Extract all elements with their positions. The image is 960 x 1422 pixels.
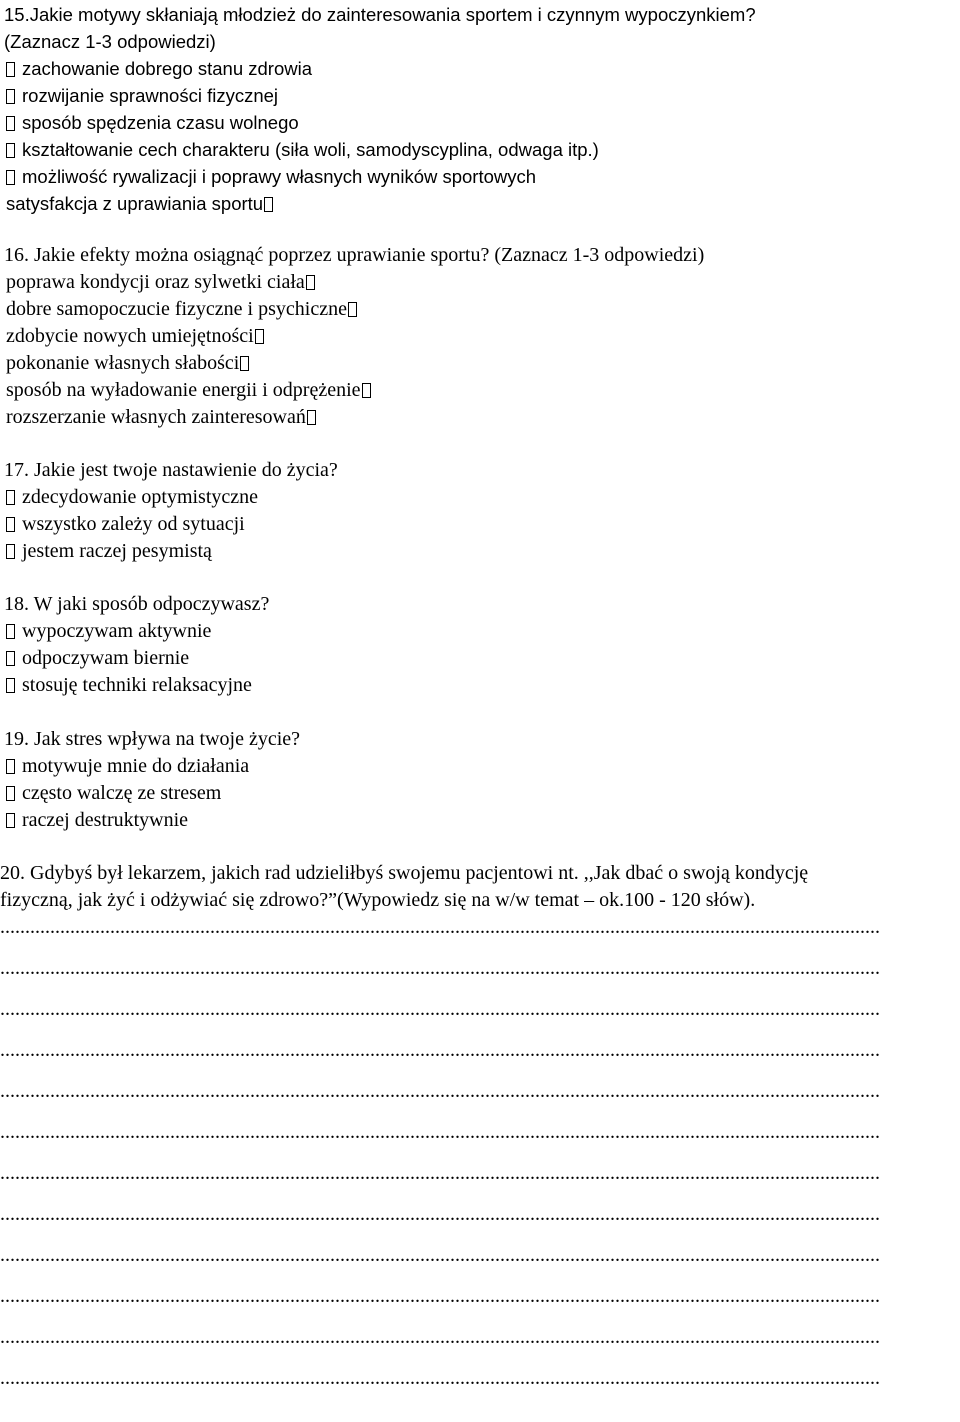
option-label: rozwijanie sprawności fizycznej bbox=[22, 85, 279, 106]
q15-option[interactable] bbox=[6, 58, 312, 80]
option-label: motywuje mnie do działania bbox=[22, 755, 250, 777]
q18-option[interactable] bbox=[6, 647, 189, 669]
checkbox-icon[interactable] bbox=[6, 786, 15, 801]
q16-option[interactable] bbox=[6, 325, 264, 347]
q18-option[interactable] bbox=[6, 620, 211, 642]
answer-line[interactable]: ................................................................................................................................................................................ bbox=[0, 1285, 880, 1307]
option-label: poprawa kondycji oraz sylwetki ciała bbox=[6, 271, 305, 293]
option-label: stosuję techniki relaksacyjne bbox=[22, 674, 252, 696]
q19-option[interactable] bbox=[6, 782, 221, 804]
checkbox-icon[interactable] bbox=[306, 275, 315, 290]
answer-line[interactable]: ................................................................................................................................................................................ bbox=[0, 998, 880, 1020]
checkbox-icon[interactable] bbox=[6, 759, 15, 774]
answer-line[interactable]: ................................................................................................................................................................................ bbox=[0, 1203, 880, 1225]
q16-option[interactable] bbox=[6, 298, 357, 320]
option-label: zdobycie nowych umiejętności bbox=[6, 325, 254, 347]
q18-title: 18. W jaki sposób odpoczywasz? bbox=[4, 593, 270, 615]
q16-option[interactable] bbox=[6, 406, 316, 428]
checkbox-icon[interactable] bbox=[6, 62, 15, 77]
q20-title-line1: 20. Gdybyś był lekarzem, jakich rad udzieliłbyś swojemu pacjentowi nt. ,,Jak dbać o swoją kondycję bbox=[0, 862, 809, 884]
q17-option[interactable] bbox=[6, 540, 212, 562]
answer-line[interactable]: ................................................................................................................................................................................ bbox=[0, 1080, 880, 1102]
q15-title: 15.Jakie motywy skłaniają młodzież do zainteresowania sportem i czynnym wypoczynkiem? bbox=[4, 4, 756, 25]
checkbox-icon[interactable] bbox=[6, 89, 15, 104]
checkbox-icon[interactable] bbox=[6, 170, 15, 185]
checkbox-icon[interactable] bbox=[240, 356, 249, 371]
option-label: wypoczywam aktywnie bbox=[22, 620, 212, 642]
q15-instruction: (Zaznacz 1-3 odpowiedzi) bbox=[4, 31, 216, 52]
option-label: często walczę ze stresem bbox=[22, 782, 222, 804]
checkbox-icon[interactable] bbox=[307, 410, 316, 425]
q16-option[interactable] bbox=[6, 271, 315, 293]
option-label: wszystko zależy od sytuacji bbox=[22, 513, 245, 535]
option-label: zdecydowanie optymistyczne bbox=[22, 486, 259, 508]
q15-option[interactable] bbox=[6, 112, 299, 134]
q17-option[interactable] bbox=[6, 486, 258, 508]
checkbox-icon[interactable] bbox=[6, 651, 15, 666]
checkbox-icon[interactable] bbox=[255, 329, 264, 344]
option-label: odpoczywam biernie bbox=[22, 647, 190, 669]
checkbox-icon[interactable] bbox=[362, 383, 371, 398]
answer-line[interactable]: ................................................................................................................................................................................ bbox=[0, 1326, 880, 1348]
checkbox-icon[interactable] bbox=[264, 197, 273, 212]
q18-option[interactable] bbox=[6, 674, 252, 696]
q19-option[interactable] bbox=[6, 755, 249, 777]
option-label: sposób spędzenia czasu wolnego bbox=[22, 112, 299, 133]
option-label: sposób na wyładowanie energii i odprężenie bbox=[6, 379, 361, 401]
q20-title-line2: fizyczną, jak żyć i odżywiać się zdrowo?”(Wypowiedz się na w/w temat – ok.100 - 120 słów). bbox=[0, 889, 756, 911]
q16-title: 16. Jakie efekty można osiągnąć poprzez uprawianie sportu? (Zaznacz 1-3 odpowiedzi) bbox=[4, 244, 705, 266]
option-label: raczej destruktywnie bbox=[22, 809, 189, 831]
checkbox-icon[interactable] bbox=[6, 143, 15, 158]
option-label: możliwość rywalizacji i poprawy własnych wyników sportowych bbox=[22, 166, 537, 187]
option-label: rozszerzanie własnych zainteresowań bbox=[6, 406, 306, 428]
q16-option[interactable] bbox=[6, 379, 371, 401]
checkbox-icon[interactable] bbox=[6, 490, 15, 505]
option-label: jestem raczej pesymistą bbox=[22, 540, 212, 562]
checkbox-icon[interactable] bbox=[6, 813, 15, 828]
checkbox-icon[interactable] bbox=[6, 116, 15, 131]
answer-line[interactable]: ................................................................................................................................................................................ bbox=[0, 1039, 880, 1061]
checkbox-icon[interactable] bbox=[6, 544, 15, 559]
checkbox-icon[interactable] bbox=[6, 517, 15, 532]
answer-line[interactable]: ................................................................................................................................................................................ bbox=[0, 957, 880, 979]
answer-line[interactable]: ................................................................................................................................................................................ bbox=[0, 1162, 880, 1184]
option-label: dobre samopoczucie fizyczne i psychiczne bbox=[6, 298, 347, 320]
q15-option[interactable] bbox=[6, 166, 536, 188]
q15-option[interactable] bbox=[6, 139, 599, 161]
q15-option[interactable] bbox=[6, 85, 278, 107]
answer-line[interactable]: ................................................................................................................................................................................ bbox=[0, 916, 880, 938]
checkbox-icon[interactable] bbox=[6, 678, 15, 693]
answer-line[interactable]: ................................................................................................................................................................................ bbox=[0, 1121, 880, 1143]
option-label: kształtowanie cech charakteru (siła woli, samodyscyplina, odwaga itp.) bbox=[22, 139, 599, 160]
answer-line[interactable]: ................................................................................................................................................................................ bbox=[0, 1244, 880, 1266]
q15-option[interactable] bbox=[6, 193, 273, 215]
q19-option[interactable] bbox=[6, 809, 188, 831]
option-label: pokonanie własnych słabości bbox=[6, 352, 240, 374]
q19-title: 19. Jak stres wpływa na twoje życie? bbox=[4, 728, 301, 750]
q16-option[interactable] bbox=[6, 352, 249, 374]
q17-option[interactable] bbox=[6, 513, 245, 535]
answer-line[interactable]: ................................................................................................................................................................................ bbox=[0, 1367, 880, 1389]
q17-title: 17. Jakie jest twoje nastawienie do życia? bbox=[4, 459, 338, 481]
checkbox-icon[interactable] bbox=[348, 302, 357, 317]
checkbox-icon[interactable] bbox=[6, 624, 15, 639]
option-label: satysfakcja z uprawiania sportu bbox=[6, 193, 264, 214]
option-label: zachowanie dobrego stanu zdrowia bbox=[22, 58, 313, 79]
